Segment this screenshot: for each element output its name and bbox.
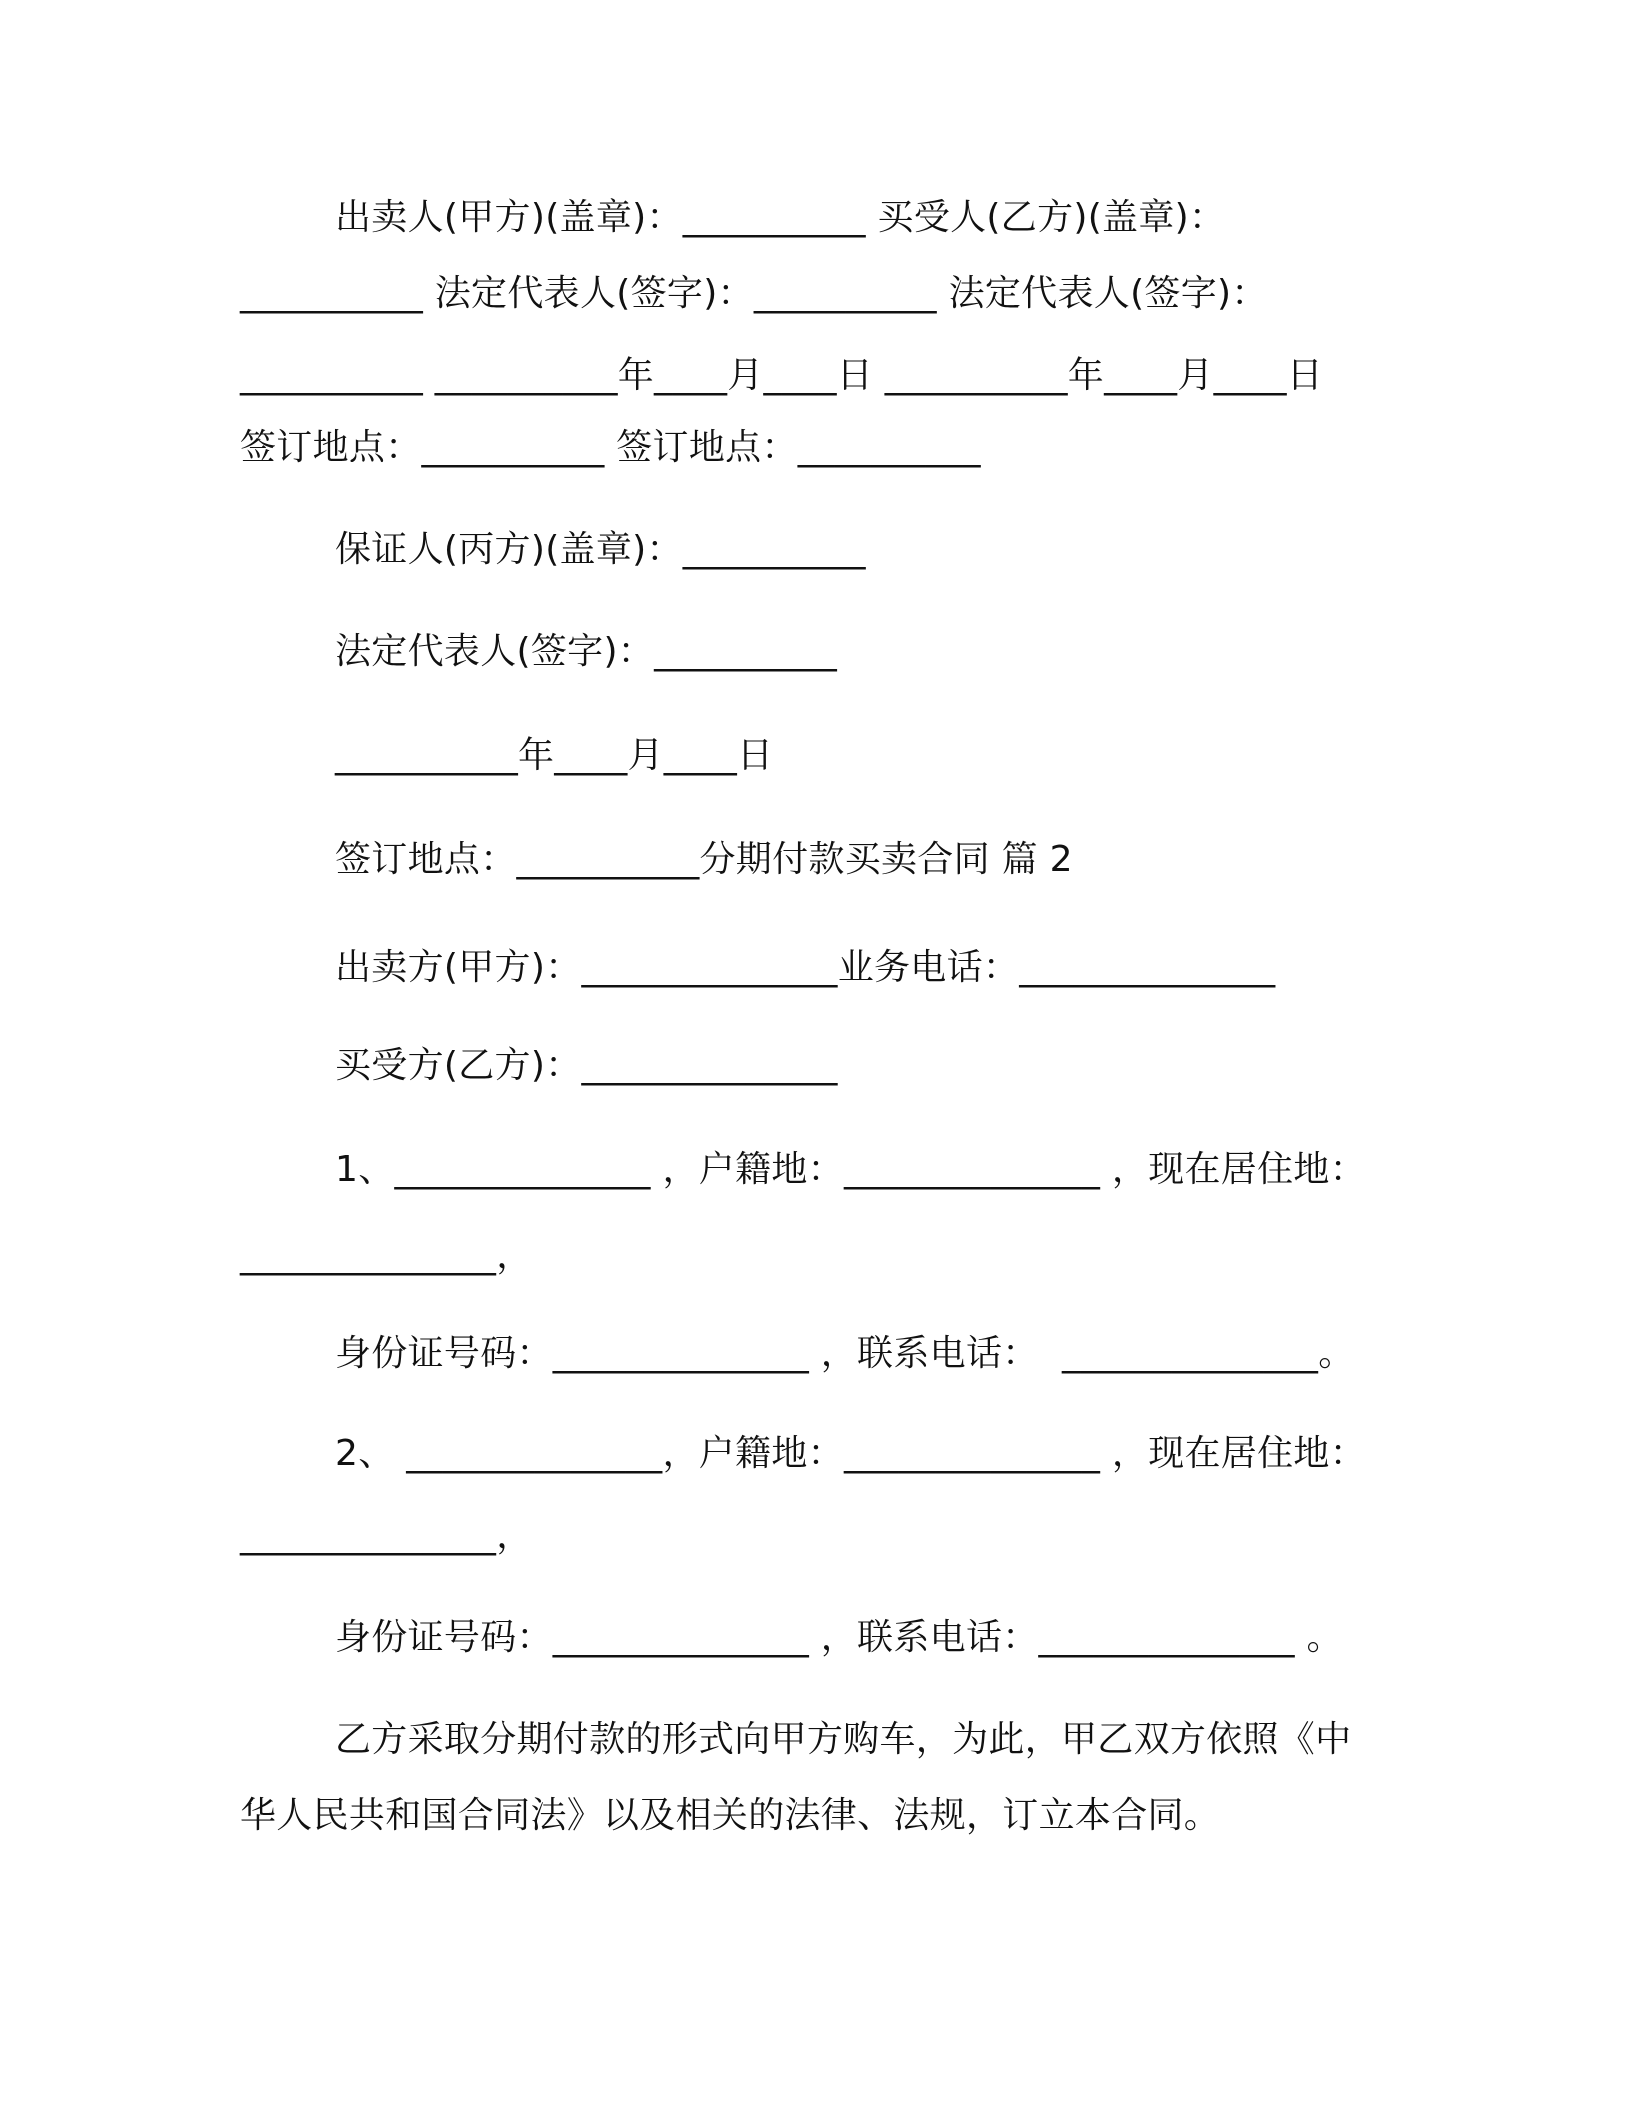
contract-purpose-line-1: 乙方采取分期付款的形式向甲方购车，为此，甲乙双方依照《中 xyxy=(335,1719,1352,1760)
legal-representative-line: __________ 法定代表人(签字)：__________ 法定代表人(签字)： xyxy=(240,273,1268,314)
seller-info-line: 出卖方(甲方)：______________业务电话：______________ xyxy=(335,947,1276,988)
seller-buyer-seal-line: 出卖人(甲方)(盖章)：__________ 买受人(乙方)(盖章)： xyxy=(335,197,1226,238)
buyer-1-address-line: ______________， xyxy=(240,1235,533,1276)
contract-purpose-line-2: 华人民共和国合同法》以及相关的法律、法规，订立本合同。 xyxy=(240,1795,1221,1836)
buyer-2-address-line: ______________， xyxy=(240,1515,533,1556)
buyer-info-line: 买受方(乙方)：______________ xyxy=(335,1045,838,1086)
buyer-2-line: 2、 ______________，户籍地：______________ ，现在居住地： xyxy=(335,1433,1366,1474)
signing-place-line: 签订地点：__________ 签订地点：__________ xyxy=(240,427,981,468)
contract-title-line: 签订地点：__________分期付款买卖合同 篇 2 xyxy=(335,839,1073,880)
date-line: __________ __________年____月____日 __________年____月____日 xyxy=(240,355,1324,396)
guarantor-seal-line: 保证人(丙方)(盖章)：__________ xyxy=(335,529,866,570)
guarantor-date-line: __________年____月____日 xyxy=(335,735,774,776)
guarantor-representative-line: 法定代表人(签字)：__________ xyxy=(335,631,838,672)
buyer-1-line: 1、______________ ，户籍地：______________ ，现在居住地： xyxy=(335,1149,1366,1190)
buyer-1-id-phone-line: 身份证号码：______________ ，联系电话： ______________。 xyxy=(335,1333,1355,1374)
buyer-2-id-phone-line: 身份证号码：______________ ，联系电话：______________ 。 xyxy=(335,1617,1343,1658)
